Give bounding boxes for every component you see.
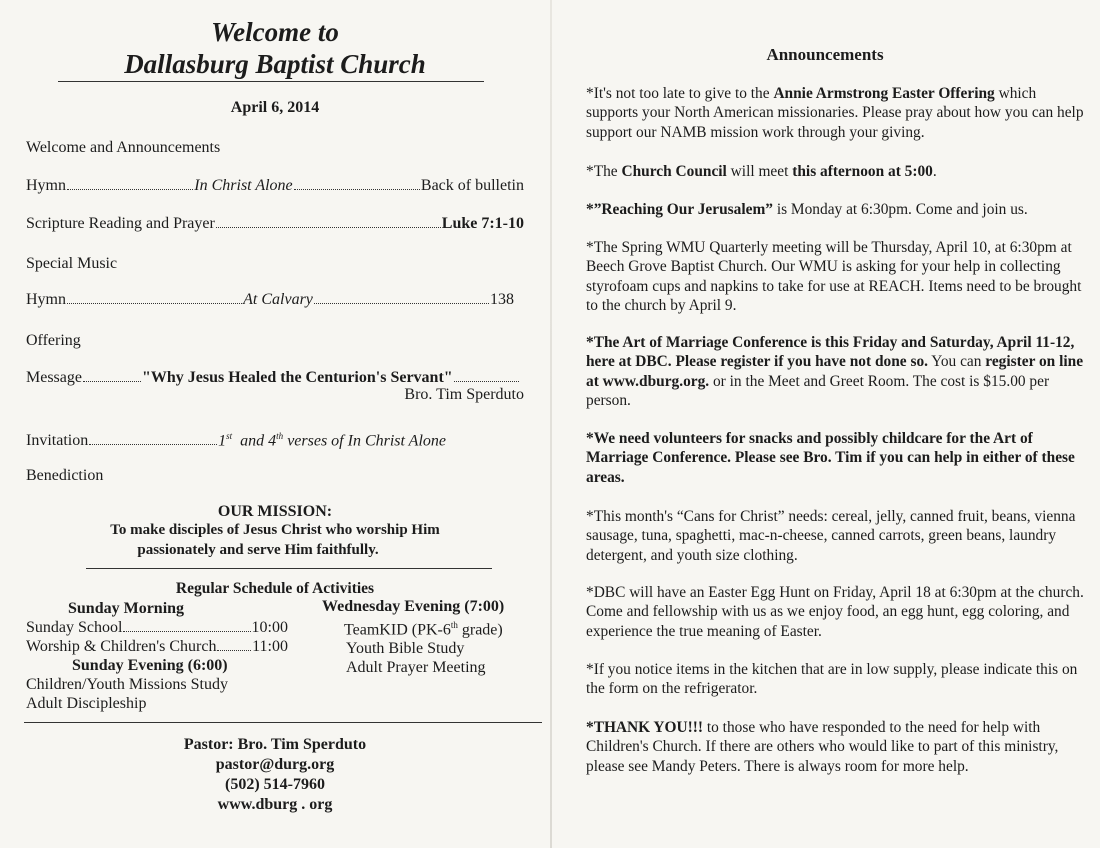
hymn2-title: At Calvary	[243, 291, 313, 308]
announcement-volunteers: *We need volunteers for snacks and possibly childcare for the Art of Marriage Conference. Please see Bro. Tim if you can help in either of these areas.	[586, 430, 1075, 486]
benediction-item: Benediction	[26, 467, 104, 484]
leader-dots	[314, 303, 489, 304]
wednesday-column	[322, 597, 532, 677]
title-rule	[58, 81, 484, 82]
title-line2: Dallasburg Baptist Church	[124, 49, 426, 79]
sunday-school-time: 10:00	[251, 619, 288, 636]
message-row	[26, 368, 520, 388]
schedule-heading: Regular Schedule of Activities	[175, 580, 375, 597]
pastor-name: Pastor: Bro. Tim Sperduto	[183, 736, 367, 753]
hymn1-label: Hymn	[26, 177, 66, 194]
invitation-row	[26, 426, 446, 451]
scripture-ref: Luke 7:1-10	[441, 215, 524, 232]
leader-dots	[217, 650, 251, 651]
announcement-egg-hunt: *DBC will have an Easter Egg Hunt on Friday, April 18 at 6:30pm at the church. Come and fellowship with us as we enjoy food, an egg hunt, egg coloring, and experience the true meaning of Easter.	[586, 584, 1084, 640]
pastor-email: pastor@durg.org	[215, 756, 335, 773]
announcements-heading: Announcements	[766, 45, 884, 64]
pastor-rule	[24, 722, 542, 723]
message-label: Message	[26, 369, 82, 386]
hymn2-ref: 138	[490, 291, 515, 308]
announcement-marriage-conference: *The Art of Marriage Conference is this Friday and Saturday, April 11-12, here at DBC. Please register if you have not done so. You can register on line at www.dburg.org. or in the Meet and Greet Room. The cost is $15.00 per person.	[586, 334, 1084, 409]
message-speaker: Bro. Tim Sperduto	[404, 386, 524, 403]
special-music-item: Special Music	[26, 255, 118, 272]
scripture-label: Scripture Reading and Prayer	[26, 215, 215, 232]
announcement-offering: *It's not too late to give to the Annie Armstrong Easter Offering which supports your North American missionaries. Please pray about how you can help support our NAMB mission work through your giving.	[586, 85, 1084, 141]
announcement-kitchen: *If you notice items in the kitchen that are in low supply, please indicate this on the form on the refrigerator.	[586, 661, 1078, 698]
leader-dots	[67, 189, 193, 190]
sunday-evening-heading: Sunday Evening (6:00)	[72, 657, 228, 674]
announcement-wmu: *The Spring WMU Quarterly meeting will be Thursday, April 10, at 6:30pm at Beech Grove Baptist Church. Our WMU is asking for your help in collecting styrofoam cups and napkins to take for use at REACH. Items need to be brought to the church by April 9.	[586, 239, 1082, 314]
mission-line2: passionately and serve Him faithfully.	[137, 542, 379, 558]
sunday-school-label: Sunday School	[26, 619, 123, 636]
hymn1-ref: Back of bulletin	[420, 177, 524, 194]
announcement-jerusalem: *”Reaching Our Jerusalem” is Monday at 6:30pm. Come and join us.	[586, 201, 1028, 218]
leader-dots	[89, 444, 217, 445]
leader-dots	[294, 189, 420, 190]
hymn1-row	[26, 176, 524, 196]
mission-line1: To make disciples of Jesus Christ who worship Him	[110, 522, 440, 538]
worship-row	[26, 637, 288, 656]
mission-heading: OUR MISSION:	[217, 503, 333, 520]
hymn2-row	[26, 290, 514, 310]
hymn1-title: In Christ Alone	[194, 177, 293, 194]
sunday-morning-heading: Sunday Morning	[68, 600, 185, 617]
mission-rule	[86, 568, 492, 569]
leader-dots	[216, 227, 441, 228]
announcement-council: *The Church Council will meet this afternoon at 5:00.	[586, 163, 937, 180]
teamkid-item: TeamKID (PK-6th grade)	[344, 620, 503, 639]
sunday-school-row	[26, 618, 288, 637]
leader-dots	[454, 381, 519, 382]
title-line1: Welcome to	[211, 17, 339, 47]
scripture-row	[26, 214, 524, 234]
message-title: "Why Jesus Healed the Centurion's Servant"	[141, 369, 453, 386]
children-youth-item: Children/Youth Missions Study	[26, 676, 228, 693]
announcements-page	[550, 0, 1100, 848]
adult-prayer-item: Adult Prayer Meeting	[346, 659, 486, 677]
announcement-thank-you: *THANK YOU!!! to those who have responded to the need for help with Children's Church. If there are others who would like to part of this ministry, please see Mandy Peters. There is always room for more help.	[586, 719, 1059, 775]
hymn2-label: Hymn	[26, 291, 66, 308]
invitation-text: 1st and 4th verses of In Christ Alone	[218, 431, 446, 450]
worship-label: Worship & Children's Church	[26, 638, 217, 655]
pastor-web: www.dburg . org	[217, 796, 333, 813]
leader-dots	[67, 303, 242, 304]
youth-bible-item: Youth Bible Study	[346, 640, 465, 658]
welcome-item: Welcome and Announcements	[26, 139, 221, 156]
worship-time: 11:00	[252, 638, 288, 655]
leader-dots	[83, 381, 141, 382]
pastor-block	[0, 735, 550, 815]
pastor-phone: (502) 514-7960	[225, 776, 325, 793]
announcement-cans: *This month's “Cans for Christ” needs: cereal, jelly, canned fruit, beans, vienna sausage, tuna, spaghetti, mac-n-cheese, canned carrots, green beans, laundry detergent, and youth size clothing.	[586, 508, 1076, 564]
offering-item: Offering	[26, 332, 81, 349]
sunday-column	[26, 599, 288, 713]
leader-dots	[123, 631, 250, 632]
adult-discipleship-item: Adult Discipleship	[26, 695, 147, 712]
invitation-label: Invitation	[26, 432, 89, 450]
wednesday-heading: Wednesday Evening (7:00)	[322, 598, 505, 615]
bulletin-date: April 6, 2014	[230, 99, 320, 116]
